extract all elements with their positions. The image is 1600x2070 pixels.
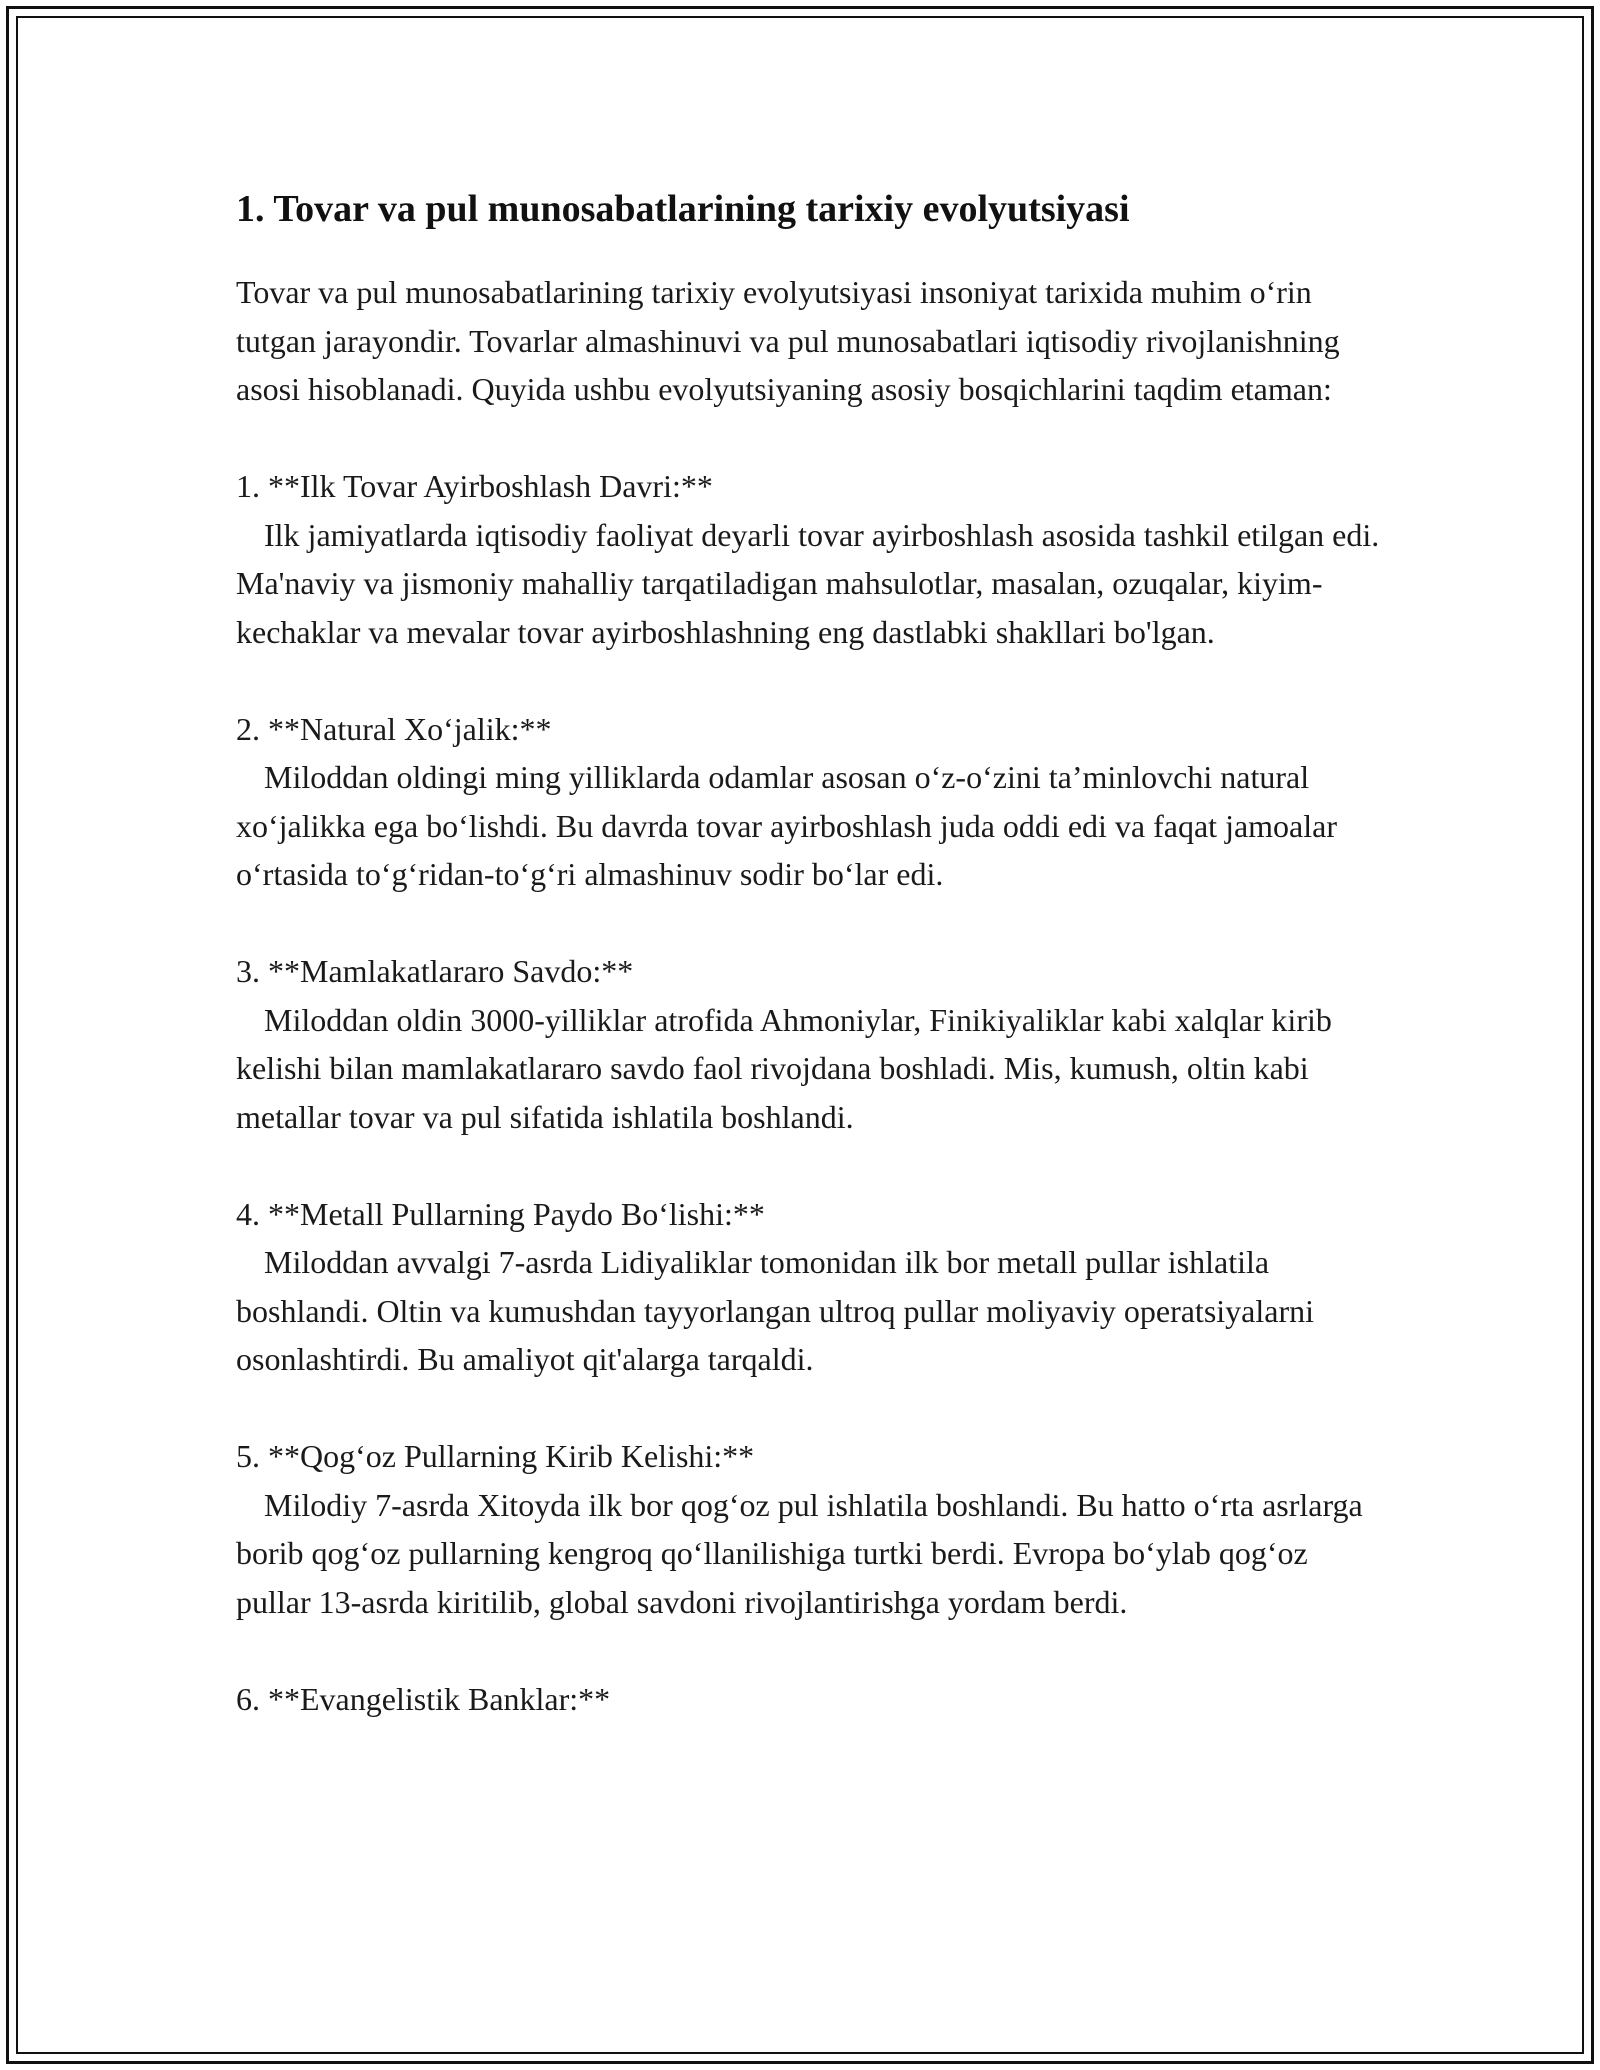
section-metall-pullar bbox=[236, 1190, 1386, 1384]
section-body: Miloddan oldin 3000-yilliklar atrofida Ahmoniylar, Finikiyaliklar kabi xalqlar kirib kelishi bilan mamlakatlararo savdo faol rivojdana boshladi. Mis, kumush, oltin kabi metallar tovar va pul sifatida ishlatila boshlandi. bbox=[236, 1001, 1332, 1135]
section-ilk-tovar-ayirboshlash bbox=[236, 462, 1386, 656]
section-heading: 1. **Ilk Tovar Ayirboshlash Davri:** bbox=[236, 468, 713, 504]
section-natural-xojalik bbox=[236, 705, 1386, 899]
section-body: Miloddan oldingi ming yilliklarda odamlar asosan o‘z-o‘zini ta’minlovchi natural xo‘jalikka ega bo‘lishdi. Bu davrda tovar ayirboshlash juda oddi edi va faqat jamoalar o‘rtasida to‘g‘ridan-to‘g‘ri almashinuv sodir bo‘lar edi. bbox=[236, 759, 1337, 892]
section-body: Miloddan avvalgi 7-asrda Lidiyaliklar tomonidan ilk bor metall pullar ishlatila boshlandi. Oltin va kumushdan tayyorlangan ultroq pullar moliyaviy operatsiyalarni osonlashtirdi. Bu amaliyot qit'alarga tarqaldi. bbox=[236, 1244, 1314, 1377]
section-body: Milodiy 7-asrda Xitoyda ilk bor qog‘oz pul ishlatila boshlandi. Bu hatto o‘rta asrlarga borib qog‘oz pullarning kengroq qo‘llanilishiga turtki berdi. Evropa bo‘ylab qog‘oz pullar 13-asrda kiritilib, global savdoni rivojlantirishga yordam berdi. bbox=[236, 1486, 1363, 1620]
document-title: 1. Tovar va pul munosabatlarining tarixiy evolyutsiyasi bbox=[236, 188, 1130, 230]
document-body bbox=[236, 186, 1386, 1772]
section-mamlakatlararo-savdo bbox=[236, 947, 1386, 1141]
section-heading: 2. **Natural Xo‘jalik:** bbox=[236, 710, 552, 747]
section-heading: 6. **Evangelistik Banklar:** bbox=[236, 1680, 611, 1717]
intro-paragraph: Tovar va pul munosabatlarining tarixiy evolyutsiyasi insoniyat tarixida muhim o‘rin tutgan jarayondir. Tovarlar almashinuvi va pul munosabatlari iqtisodiy rivojlanishning asosi hisoblanadi. Quyida ushbu evolyutsiyaning asosiy bosqichlarini taqdim etaman: bbox=[236, 274, 1340, 407]
section-heading: 4. **Metall Pullarning Paydo Bo‘lishi:** bbox=[236, 1195, 765, 1232]
section-evangelistik-banklar bbox=[236, 1675, 1386, 1724]
section-qogoz-pullar bbox=[236, 1432, 1386, 1626]
section-body: Ilk jamiyatlarda iqtisodiy faoliyat deyarli tovar ayirboshlash asosida tashkil etilgan edi. Ma'naviy va jismoniy mahalliy tarqatiladigan mahsulotlar, masalan, ozuqalar, kiyim-kechaklar va mevalar tovar ayirboshlashning eng dastlabki shakllari bo'lgan. bbox=[236, 516, 1380, 650]
section-heading: 3. **Mamlakatlararo Savdo:** bbox=[236, 953, 634, 989]
section-heading: 5. **Qog‘oz Pullarning Kirib Kelishi:** bbox=[236, 1438, 755, 1474]
